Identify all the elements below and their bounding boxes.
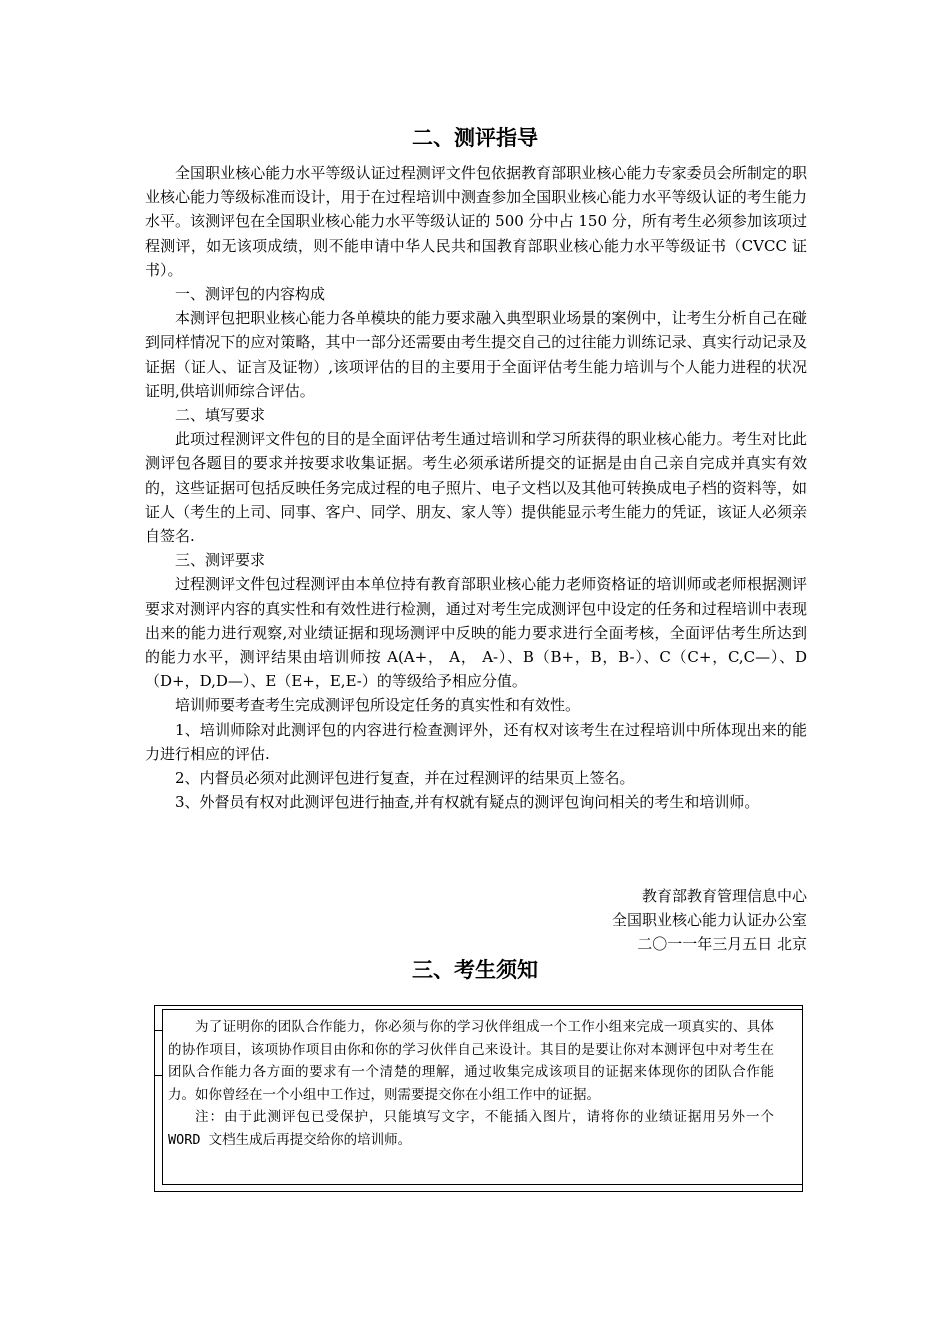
notice-note: 注：由于此测评包已受保护，只能填写文字，不能插入图片，请将你的业绩证据用另外一个 WORD 文档生成后再提交给你的培训师。 — [168, 1109, 774, 1148]
rule-item-1: 1、培训师除对此测评包的内容进行检查测评外，还有权对该考生在过程培训中所体现出来的能力进行相应的评估. — [145, 720, 807, 763]
signature-block — [145, 884, 807, 957]
subheading-content-composition: 一、测评包的内容构成 — [175, 285, 326, 304]
box-divider-mark — [154, 1030, 163, 1031]
trainer-review-paragraph: 培训师要考查考生完成测评包所设定任务的真实性和有效性。 — [175, 696, 581, 715]
rule-item-3: 3、外督员有权对此测评包进行抽查,并有权就有疑点的测评包询问相关的考生和培训师。 — [175, 793, 760, 812]
notice-paragraph: 为了证明你的团队合作能力，你必须与你的学习伙伴组成一个工作小组来完成一项真实的、具体的协作项目，该项协作项目由你和你的学习伙伴自己来设计。其目的是要让你对本测评包中对考生在团队合作能力各方面的要求有一个清楚的理解，通过收集完成该项目的证据来体现你的团队合作能力。如你曾经在一个小组中工作过，则需要提交你在小组工作中的证据。 — [168, 1019, 774, 1103]
assessment-guidance-body — [145, 161, 807, 814]
notice-box-text — [168, 1016, 774, 1151]
signature-line-office: 全国职业核心能力认证办公室 — [611, 911, 807, 930]
intro-paragraph: 全国职业核心能力水平等级认证过程测评文件包依据教育部职业核心能力专家委员会所制定的职业核心能力等级标准而设计，用于在过程培训中测查参加全国职业核心能力水平等级认证的考生能力水平。该测评包在全国职业核心能力水平等级认证的 500 分中占 150 分，所有考生必须参加该项过程测评，如无该项成绩，则不能申请中华人民共和国教育部职业核心能力水平等级证书（CVCC 证书）。 — [145, 164, 807, 279]
box-divider-mark — [154, 1075, 163, 1076]
section-title-candidate-notice: 三、考生须知 — [412, 958, 538, 982]
subheading-filling-requirements: 二、填写要求 — [175, 406, 266, 425]
assessment-requirements-paragraph: 过程测评文件包过程测评由本单位持有教育部职业核心能力老师资格证的培训师或老师根据测评要求对测评内容的真实性和有效性进行检测，通过对考生完成测评包中设定的任务和过程培训中表现出来的能力进行观察,对业绩证据和现场测评中反映的能力要求进行全面考核，全面评估考生所达到的能力水平，测评结果由培训师按 A(A+， A， A-）、B（B+，B，B-）、C（C+，C,C—）、D（D+，D,D—）、E（E+，E,E-）的等级给予相应分值。 — [145, 575, 807, 691]
rule-item-2: 2、内督员必须对此测评包进行复查，并在过程测评的结果页上签名。 — [175, 769, 635, 788]
subheading-assessment-requirements: 三、测评要求 — [175, 551, 266, 570]
content-composition-paragraph: 本测评包把职业核心能力各单模块的能力要求融入典型职业场景的案例中，让考生分析自己在碰到同样情况下的应对策略，其中一部分还需要由考生提交自己的过往能力训练记录、真实行动记录及证据（证人、证言及证物）,该项评估的目的主要用于全面评估考生能力培训与个人能力进程的状况证明,供培训师综合评估。 — [145, 309, 807, 400]
signature-line-center: 教育部教育管理信息中心 — [641, 887, 807, 905]
section-title-assessment-guidance: 二、测评指导 — [412, 126, 538, 150]
filling-requirements-paragraph: 此项过程测评文件包的目的是全面评估考生通过培训和学习所获得的职业核心能力。考生对比此测评包各题目的要求并按要求收集证据。考生必须承诺所提交的证据是由自己亲自完成并真实有效的，这些证据可包括反映任务完成过程的电子照片、电子文档以及其他可转换成电子档的资料等，如证人（考生的上司、同事、客户、同学、朋友、家人等）提供能显示考生能力的凭证，该证人必须亲自签名. — [145, 430, 807, 546]
signature-line-date: 二〇一一年三月五日 北京 — [637, 935, 807, 954]
